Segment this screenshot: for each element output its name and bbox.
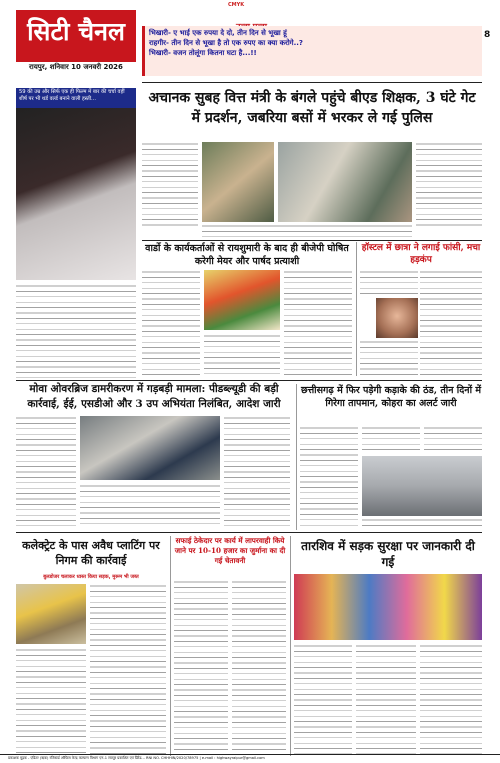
main-col-2 <box>416 142 482 230</box>
safety-col-1 <box>294 644 352 754</box>
cold-col-1 <box>300 426 358 528</box>
dateline: रायपुर, शनिवार 10 जनवरी 2026 <box>29 63 123 71</box>
rule-3 <box>16 380 482 381</box>
top-rule <box>142 82 482 83</box>
hostel-divider <box>356 242 357 376</box>
ward-col-3 <box>204 334 280 378</box>
joke-line-3: भिखारी- वजन तोलूंगा कितना घटा है...!! <box>149 49 257 57</box>
cold-divider <box>296 384 297 530</box>
fine-col-2 <box>232 580 286 754</box>
page-number: 8 <box>484 30 491 40</box>
cold-col-4 <box>362 518 482 528</box>
rule-2 <box>142 240 482 241</box>
fine-headline[interactable]: सफाई ठेकेदार पर कार्य में लापरवाही किये जाने पर 10-10 हजार का जुर्माना का दी गई चेतावनी <box>174 536 286 565</box>
sidebar-article-body <box>16 284 136 380</box>
rule-4 <box>16 532 482 533</box>
sidebar-teaser-banner[interactable]: 59 की उम्र और सिर्फ एक ही फिल्म में बार की चर्चा वहीं शीर्ष पर भी थर्ड वर्ल्ड बनाने वाली हस्ती... <box>16 88 136 108</box>
hostel-headline[interactable]: हॉस्टल में छात्रा ने लगाई फांसी, मचा हड़कंप <box>361 243 481 265</box>
main-headline[interactable]: अचानक सुबह वित्त मंत्री के बंगले पहुंचे बीएड शिक्षक, 3 घंटे गेट में प्रदर्शन, जबरिया बसों में भरकर ले गई पुलिस <box>148 90 476 126</box>
main-photo-1 <box>202 142 274 222</box>
safety-divider <box>290 536 291 756</box>
footer-imprint: प्रकाशक मुद्रक - एडिटर (ऋक) रजिस्टर्ड ऑफिस केन्द्र कल्याण विभाग एन-1 रायपुर प्रकाशित एवं प्रिंटेड... RNI NO. CHHHIN/2020/78975 | e-mail : highwayraipur@gmail.com <box>8 756 265 760</box>
hostel-photo <box>376 298 418 338</box>
safety-headline[interactable]: तारशिव में सड़क सुरक्षा पर जानकारी दी गई <box>301 539 475 569</box>
main-photo-2 <box>278 142 412 222</box>
ward-col-2 <box>284 270 352 378</box>
collectorate-col-1 <box>90 584 166 754</box>
mowa-headline[interactable]: मोवा ओवरब्रिज डामरीकरण में गड़बड़ी मामला: पीडब्ल्यूडी की बड़ी कार्रवाई, ईई, एसडीओ और 3 उप अभियंता निलंबित, आदेश जारी <box>27 383 281 410</box>
ward-headline[interactable]: वार्डो के कार्यकर्ताओं से रायशुमारी के बाद ही बीजेपी घोषित करेगी मेयर और पार्षद प्रत्याशी <box>145 243 349 267</box>
masthead-logo[interactable] <box>16 10 136 62</box>
hostel-col-2 <box>420 270 482 378</box>
collectorate-col-2 <box>16 648 86 754</box>
hostel-col-3 <box>360 340 418 378</box>
joke-line-1: भिखारी- ए भाई एक रुपया दे दो, तीन दिन से भूखा हूं <box>149 29 287 37</box>
cold-headline[interactable]: छत्तीसगढ़ में फिर पड़ेगी कड़ाके की ठंड, तीन दिनों में गिरेगा तापमान, कोहरा का अलर्ट जारी <box>300 385 482 409</box>
fine-divider <box>170 536 171 756</box>
cold-photo <box>362 456 482 516</box>
joke-line-2: राहगीर- तीन दिन से भूखा है तो एक रुपए का क्या करोगे..? <box>149 39 303 47</box>
ward-col-1 <box>142 270 200 378</box>
mowa-col-2 <box>224 416 290 526</box>
mowa-col-3 <box>80 484 220 526</box>
collectorate-headline[interactable]: कलेक्ट्रेट के पास अवैध प्लाटिंग पर निगम की कार्रवाई <box>22 539 160 567</box>
mowa-col-1 <box>16 416 76 526</box>
ward-photo <box>204 270 280 330</box>
main-col-1 <box>142 142 198 230</box>
safety-col-3 <box>420 644 482 754</box>
safety-col-2 <box>356 644 416 754</box>
collectorate-photo <box>16 584 86 644</box>
cold-col-3 <box>424 426 482 454</box>
cmyk-marker: CMYK <box>228 2 245 8</box>
safety-photo <box>294 574 482 640</box>
fine-col-1 <box>174 580 228 754</box>
main-caption-row <box>202 224 412 238</box>
hostel-col-1 <box>360 270 418 296</box>
cold-col-2 <box>362 426 420 452</box>
logo-text: सिटी चैनल <box>27 17 125 46</box>
collectorate-kicker: बुलडोजर चलाकर ध्वस्त किया सड़क, मुरूम भी जब्त <box>43 574 139 580</box>
sidebar-photo <box>16 108 136 280</box>
mowa-photo <box>80 416 220 480</box>
jokes-box <box>142 26 482 76</box>
